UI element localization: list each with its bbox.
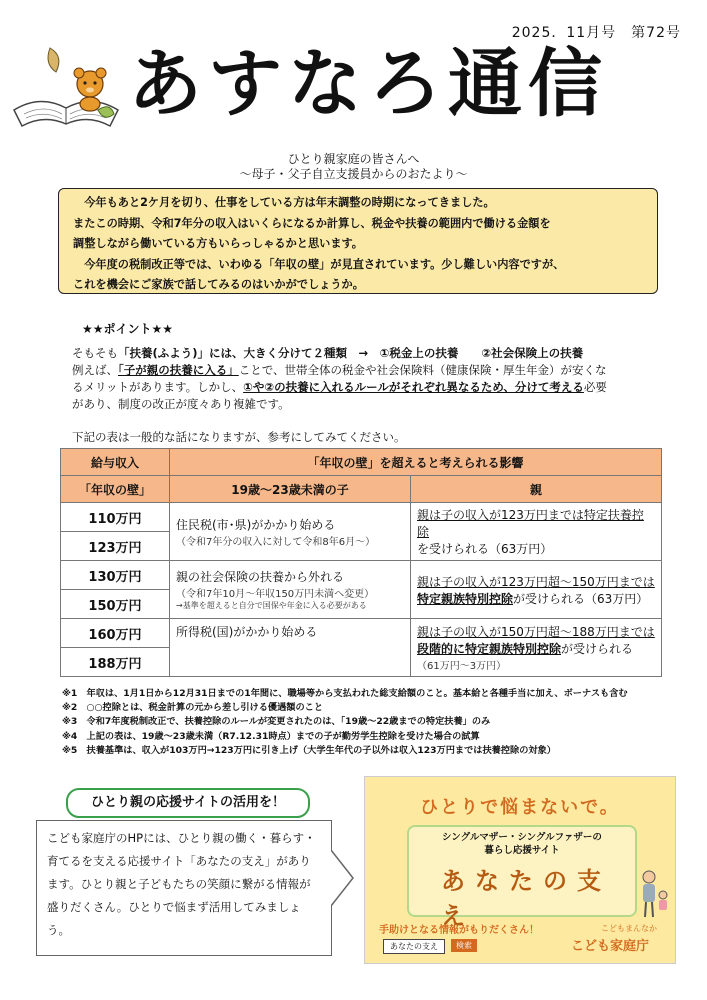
text: ことで、世帯全体の税金や社会保険料（健康保険・厚生年金）が安くな bbox=[238, 363, 607, 377]
subtitle-greeting: ひとり親家庭の皆さんへ bbox=[287, 152, 420, 166]
header-parent: 親 bbox=[411, 476, 662, 503]
intro-line: 今年もあと2ケ月を切り、仕事をしている方は年末調整の時期になってきました。 bbox=[73, 196, 495, 209]
child-effect-main: 所得税(国)がかかり始める bbox=[176, 625, 318, 639]
text: ①や②の扶養に入れるルールがそれぞれ異なるため、分けて考える bbox=[243, 380, 584, 394]
header-child: 19歳～23歳未満の子 bbox=[170, 476, 411, 503]
banner-tagline: 手助けとなる情報がもりだくさん！ bbox=[379, 925, 539, 936]
parent-effect-text: を受けられる（63万円） bbox=[417, 542, 553, 556]
child-effect-cell bbox=[170, 619, 411, 677]
footnote: ※3 令和7年度税制改正で、扶養控除のルールが変更されたのは、「19歳～22歳までの特定扶養」のみ bbox=[62, 716, 491, 728]
footnote: ※5 扶養基準は、収入が103万円→123万円に引き上げ（大学生年代の子以外は収入123万円までは扶養控除の対象） bbox=[62, 744, 556, 756]
banner-site-name: あなたの支え bbox=[441, 867, 611, 930]
issue-number: 2025．11月号 第72号 bbox=[511, 25, 681, 41]
parent-effect-text: 親は子の収入が123万円超～150万円までは bbox=[417, 574, 655, 589]
agency-name: こども家庭庁 bbox=[570, 939, 649, 954]
footnotes bbox=[62, 687, 628, 758]
text: 「子が親の扶養に入る」 bbox=[118, 363, 239, 377]
parent-effect-text: 段階的に特定親族特別控除 bbox=[417, 642, 562, 656]
support-line: こども家庭庁のHPには、ひとり親の働く・暮らす・ bbox=[47, 831, 316, 845]
header-income: 給与収入 bbox=[61, 449, 170, 476]
intro-message-box bbox=[58, 188, 658, 294]
child-effect-cell bbox=[170, 561, 411, 619]
parent-effect-text: （61万円～3万円） bbox=[417, 661, 507, 672]
points-heading: ★★ポイント★★ bbox=[82, 322, 174, 336]
parent-effect-text: が受けられる bbox=[561, 642, 634, 656]
text: 必要 bbox=[583, 380, 607, 394]
intro-line: またこの時期、令和7年分の収入はいくらになるか計算し、税金や扶養の範囲内で働ける金額を bbox=[73, 216, 551, 230]
footnote: ※2 ○○控除とは、税金計算の元から差し引ける優遇額のこと bbox=[62, 702, 324, 714]
income-cell: 160万円 bbox=[61, 619, 170, 648]
points-line bbox=[72, 362, 672, 379]
support-line: 育てるを支える応援サイト「あなたの支え」があり bbox=[47, 854, 311, 868]
child-effect-main: 親の社会保険の扶養から外れる bbox=[176, 570, 345, 584]
banner-headline: ひとりで悩まないで。 bbox=[420, 797, 620, 818]
newsletter-title: あすなろ通信 bbox=[128, 41, 608, 127]
child-effect-sub: →基準を超えると自分で国保や年金に入る必要がある bbox=[176, 601, 367, 610]
intro-line: これを機会にご家族で話してみるのはいかがでしょうか。 bbox=[73, 278, 364, 291]
parent-effect-text: 親は子の収入が150万円超～188万円までは bbox=[417, 625, 655, 639]
support-line: ます。ひとり親と子どもたちの笑顔に繋がる情報が bbox=[47, 877, 311, 891]
parent-effect-text: 特定親族特別控除 bbox=[417, 591, 514, 606]
text: 例えば、 bbox=[72, 363, 118, 377]
child-effect-main: 住民税(市･県)がかかり始める bbox=[176, 517, 336, 532]
support-site-description bbox=[36, 820, 332, 956]
callout-arrow-icon bbox=[331, 850, 355, 906]
support-site-banner[interactable] bbox=[364, 776, 676, 964]
points-line: があり、制度の改正が度々あり複雑です。 bbox=[72, 397, 290, 411]
income-cell: 188万円 bbox=[61, 648, 170, 677]
header-effect: 「年収の壁」を超えると考えられる影響 bbox=[170, 449, 662, 476]
text: シングルマザー・シングルファザーの bbox=[442, 832, 602, 843]
parent-effect-text: が受けられる（63万円） bbox=[513, 591, 649, 606]
child-effect-sub: （令和7年10月～年収150万円未満へ変更） bbox=[176, 589, 375, 600]
income-cell: 123万円 bbox=[61, 532, 170, 561]
banner-inner-panel bbox=[407, 825, 637, 930]
child-effect-sub: （令和7年分の収入に対して令和8年6月～） bbox=[176, 536, 376, 548]
banner-search-button[interactable]: 検索 bbox=[451, 939, 477, 952]
agency-small-text: こどもまんなか bbox=[601, 924, 657, 933]
header-income-wall: 「年収の壁」 bbox=[61, 476, 170, 503]
points-line bbox=[72, 379, 672, 396]
subtitle-from: ～母子・父子自立支援員からのおたより～ bbox=[239, 167, 468, 181]
income-cell: 150万円 bbox=[61, 590, 170, 619]
parent-effect-cell bbox=[411, 619, 662, 677]
text: そもそも bbox=[72, 346, 118, 360]
points-line bbox=[72, 345, 672, 362]
income-cell: 110万円 bbox=[61, 503, 170, 532]
banner-sub bbox=[409, 831, 635, 857]
text: るメリットがあります。しかし、 bbox=[72, 380, 244, 394]
book-bear-illustration-icon bbox=[10, 38, 122, 134]
parent-effect-cell bbox=[411, 561, 662, 619]
child-effect-cell bbox=[170, 503, 411, 561]
income-cell: 130万円 bbox=[61, 561, 170, 590]
table-intro-note: 下記の表は一般的な話になりますが、参考にしてみてください。 bbox=[72, 430, 406, 444]
parent-effect-text: 親は子の収入が123万円までは特定扶養控除 bbox=[417, 508, 644, 539]
footnote: ※1 年収は、1月1日から12月31日までの1年間に、職場等から支払われた総支給額のこと。基本給と各種手当に加え、ボーナスも含む bbox=[62, 688, 628, 699]
footnote: ※4 上記の表は、19歳～23歳未満（R7.12.31時点）までの子が勤労学生控除を受けた場合の試算 bbox=[62, 730, 480, 742]
text: 暮らし応援サイト bbox=[484, 845, 560, 856]
intro-line: 今年度の税制改正等では、いわゆる「年収の壁」が見直されています。少し難しい内容ですが、 bbox=[73, 257, 565, 271]
text: 「扶養(ふよう)」には、大きく分けて２種類 → ①税金上の扶養 ②社会保険上の扶養 bbox=[118, 346, 584, 360]
family-illustration-icon bbox=[635, 869, 669, 919]
income-wall-table bbox=[60, 448, 662, 677]
parent-effect-cell bbox=[411, 503, 662, 561]
support-line: 盛りだくさん。ひとりで悩まず活用してみましょ bbox=[47, 900, 301, 914]
banner-search-box[interactable]: あなたの支え bbox=[383, 939, 445, 954]
support-site-heading: ひとり親の応援サイトの活用を！ bbox=[66, 788, 310, 818]
support-line: う。 bbox=[47, 923, 70, 937]
points-body bbox=[72, 345, 672, 413]
intro-line: 調整しながら働いている方もいらっしゃるかと思います。 bbox=[73, 237, 363, 250]
